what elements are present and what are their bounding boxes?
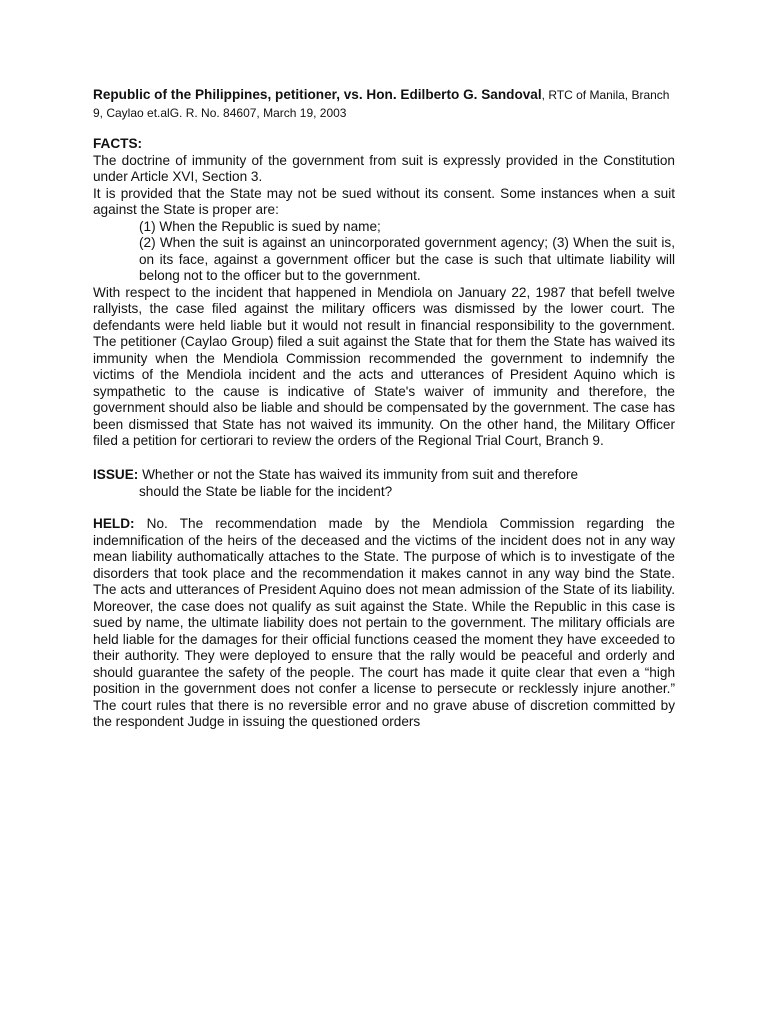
issue-section xyxy=(93,466,675,501)
facts-paragraph-3: With respect to the incident that happened in Mendiola on January 22, 1987 that befell twelve rallyists, the case filed against the military officers was dismissed by the lower court. The defendants were held liable but it would not result in financial responsibility to the government. The petitioner (Caylao Group) filed a suit against the State that for them the State has waived its immunity when the Mendiola Commission recommended the government to indemnify the victims of the Mendiola incident and the acts and utterances of President Aquino which is sympathetic to the cause is indicative of State's waiver of immunity and therefore, the government should also be liable and should be compensated by the government. The case has been dismissed that State has not waived its immunity. On the other hand, the Military Officer filed a petition for certiorari to review the orders of the Regional Trial Court, Branch 9. xyxy=(93,284,675,448)
held-section xyxy=(93,516,675,731)
issue-text-line-2: should the State be liable for the incident? xyxy=(139,484,393,499)
facts-heading: FACTS: xyxy=(93,136,143,151)
held-text: No. The recommendation made by the Mendiola Commission regarding the indemnification of the heirs of the deceased and the victims of the incident does not in any way mean liability authomatically attaches to the State. The purpose of which is to investigate of the disorders that took place and the recommendation it makes cannot in any way bind the State. The acts and utterances of President Aquino does not mean admission of the State of its liability. Moreover, the case does not qualify as suit against the State. While the Republic in this case is sued by name, the ultimate liability does not pertain to the government. The military officials are held liable for the damages for their official functions ceased the moment they have exceeded to their authority. They were deployed to ensure that the rally would be peaceful and orderly and should guarantee the safety of the people. The court has made it quite clear that even a “high position in the government does not confer a license to persecute or recklessly injure another.” The court rules that there is no reversible error and no grave abuse of discretion committed by the respondent Judge in issuing the questioned orders xyxy=(93,516,675,729)
issue-heading: ISSUE: xyxy=(93,466,139,482)
facts-paragraph-2: It is provided that the State may not be sued without its consent. Some instances when a suit against the State is proper are: xyxy=(93,185,675,217)
instances-list xyxy=(93,219,675,285)
list-item: (2) When the suit is against an unincorporated government agency; (3) When the suit is, on its face, against a government officer but the case is such that ultimate liability will belong not to the officer but to the government. xyxy=(139,235,675,283)
case-title-citation: , RTC of Manila, Branch 9, Caylao et.alG. R. No. 84607, March 19, 2003 xyxy=(93,88,670,120)
held-heading: HELD: xyxy=(93,516,135,531)
document-page xyxy=(93,86,675,731)
facts-paragraph-1: The doctrine of immunity of the government from suit is expressly provided in the Constitution under Article XVI, Section 3. xyxy=(93,152,675,184)
issue-text-line-1: Whether or not the State has waived its immunity from suit and therefore xyxy=(138,466,579,482)
case-title xyxy=(93,86,675,122)
case-title-main: Republic of the Philippines, petitioner, vs. Hon. Edilberto G. Sandoval xyxy=(93,87,542,102)
list-item: (1) When the Republic is sued by name; xyxy=(139,218,381,234)
